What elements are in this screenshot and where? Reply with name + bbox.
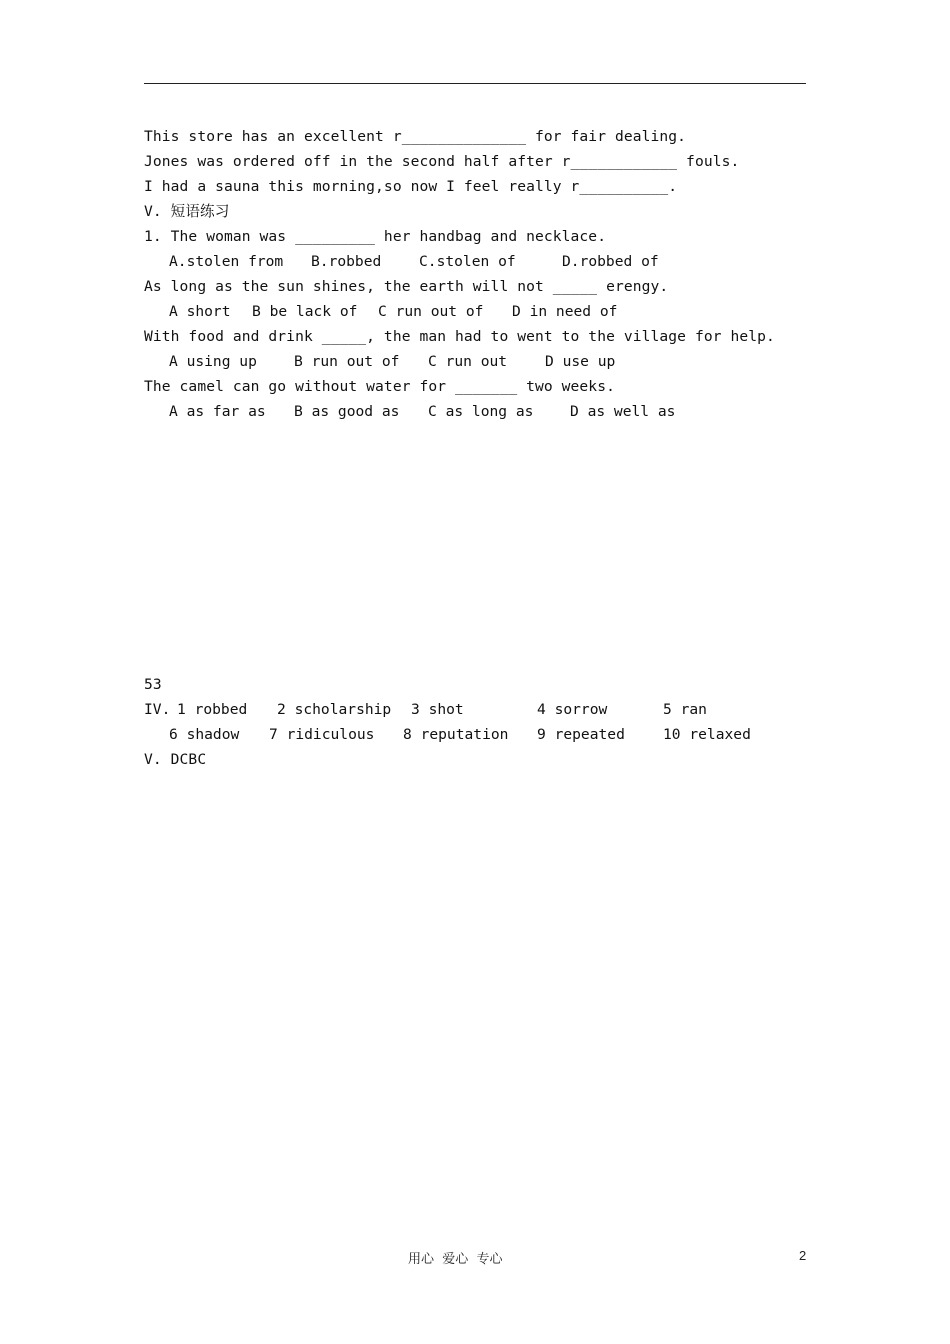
section-v-label: V. bbox=[144, 203, 162, 220]
section-v-title: 短语练习 bbox=[170, 203, 230, 220]
answer-iv-7: 7 ridiculous bbox=[269, 726, 375, 743]
answer-iv-10: 10 relaxed bbox=[663, 726, 751, 743]
q1-option-d: D.robbed of bbox=[562, 253, 659, 270]
fill-in-line-2: Jones was ordered off in the second half after r____________ fouls. bbox=[144, 153, 740, 170]
q2-option-d: D in need of bbox=[512, 303, 618, 320]
q2-option-a: A short bbox=[169, 303, 231, 320]
q3-option-d: D use up bbox=[545, 353, 616, 370]
section-v-heading bbox=[144, 202, 229, 222]
fill-in-line-3: I had a sauna this morning,so now I feel really r__________. bbox=[144, 178, 678, 195]
footer-motto: 用心 爱心 专心 bbox=[408, 1252, 503, 1267]
answer-iv-1: 1 robbed bbox=[177, 701, 248, 718]
fill-in-line-1: This store has an excellent r______________ for fair dealing. bbox=[144, 128, 687, 145]
q1-option-a: A.stolen from bbox=[169, 253, 284, 270]
answer-iv-2: 2 scholarship bbox=[277, 701, 392, 718]
q4-option-a: A as far as bbox=[169, 403, 266, 420]
question-1: 1. The woman was _________ her handbag and necklace. bbox=[144, 228, 607, 245]
answer-iv-4: 4 sorrow bbox=[537, 701, 608, 718]
q3-option-b: B run out of bbox=[294, 353, 400, 370]
q1-option-c: C.stolen of bbox=[419, 253, 516, 270]
answer-iv-6: 6 shadow bbox=[169, 726, 240, 743]
question-2: As long as the sun shines, the earth will not _____ erengy. bbox=[144, 278, 669, 295]
q2-option-c: C run out of bbox=[378, 303, 484, 320]
answer-v: V. DCBC bbox=[144, 751, 207, 768]
q4-option-d: D as well as bbox=[570, 403, 676, 420]
answer-iv-3: 3 shot bbox=[411, 701, 464, 718]
answer-iv-label: IV. bbox=[144, 701, 171, 718]
answer-page-ref: 53 bbox=[144, 676, 162, 693]
page-number: 2 bbox=[799, 1248, 807, 1263]
q2-option-b: B be lack of bbox=[252, 303, 358, 320]
q4-option-b: B as good as bbox=[294, 403, 400, 420]
question-3: With food and drink _____, the man had to went to the village for help. bbox=[144, 328, 775, 345]
q3-option-c: C run out bbox=[428, 353, 508, 370]
q4-option-c: C as long as bbox=[428, 403, 534, 420]
q3-option-a: A using up bbox=[169, 353, 257, 370]
q1-option-b: B.robbed bbox=[311, 253, 382, 270]
answer-iv-8: 8 reputation bbox=[403, 726, 509, 743]
header-rule bbox=[144, 83, 806, 84]
answer-iv-5: 5 ran bbox=[663, 701, 707, 718]
question-4: The camel can go without water for _______ two weeks. bbox=[144, 378, 615, 395]
answer-iv-9: 9 repeated bbox=[537, 726, 625, 743]
